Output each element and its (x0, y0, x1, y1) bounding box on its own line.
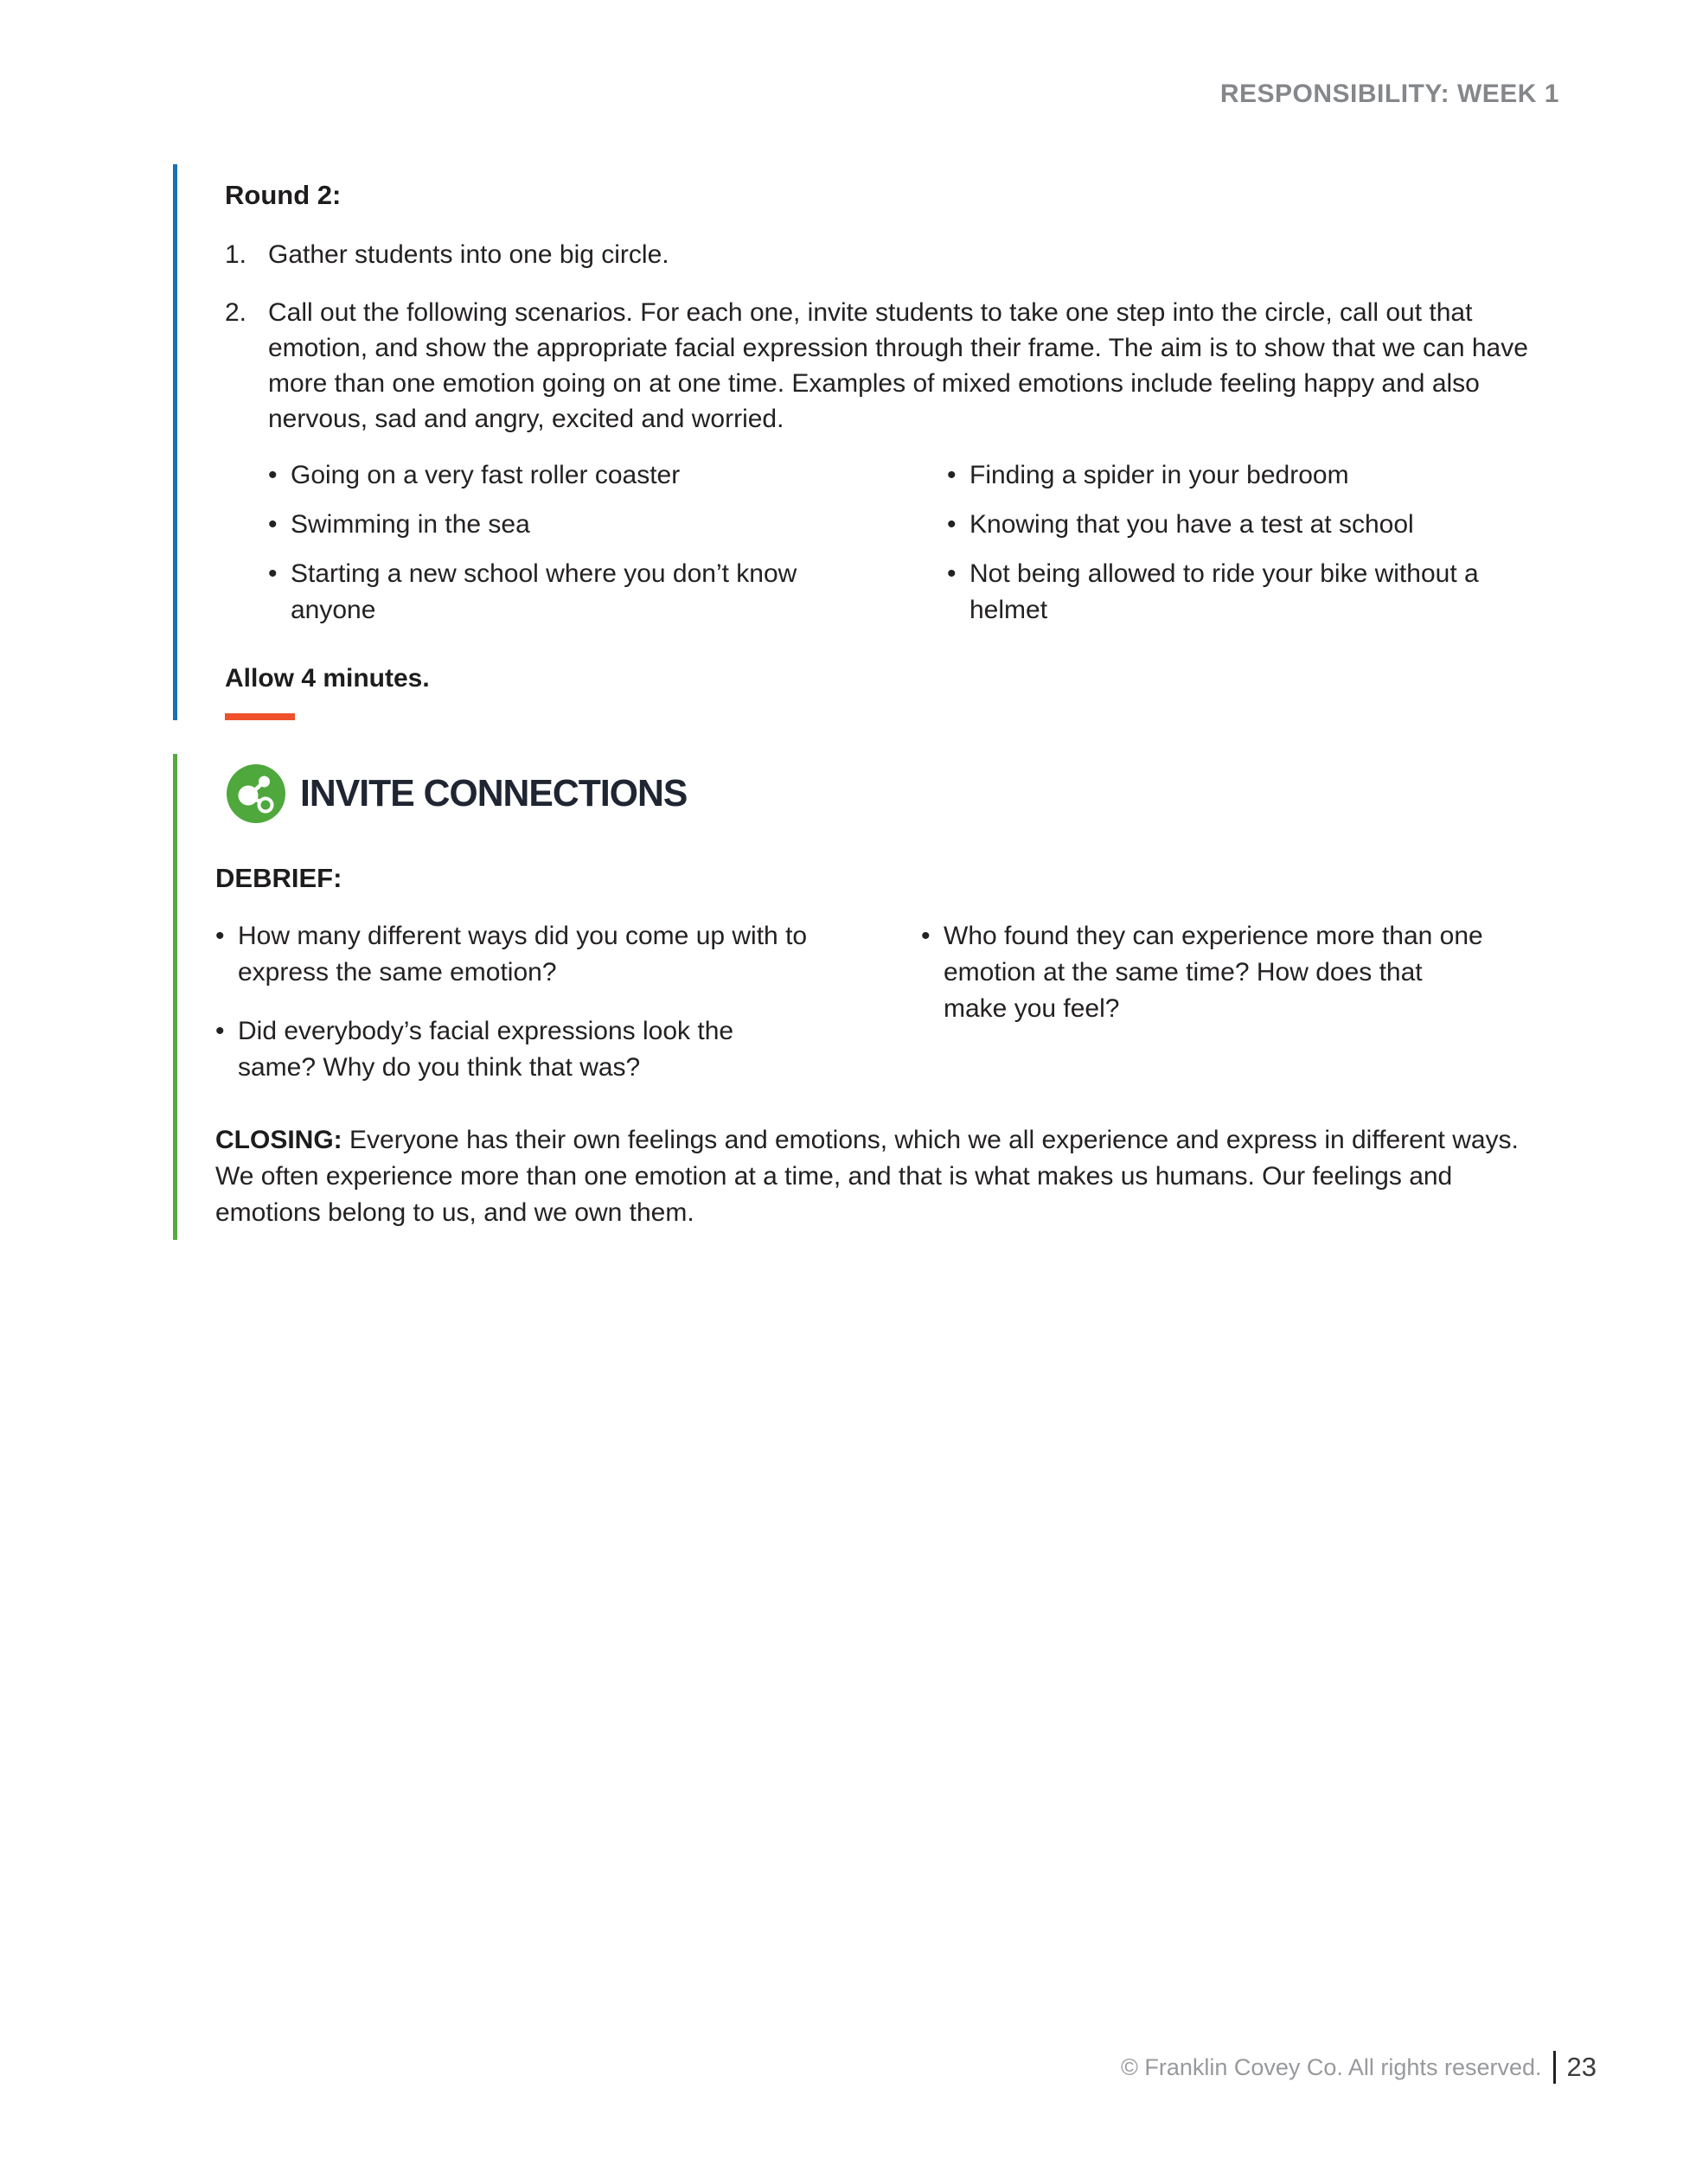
list-item (215, 918, 921, 991)
list-item (947, 507, 1578, 543)
scenario-column-left (268, 457, 947, 629)
bullet-marker: • (268, 461, 278, 489)
debrief-list (215, 918, 1578, 1108)
list-item (947, 556, 1578, 629)
connections-section (173, 754, 1578, 1240)
footer-divider (1553, 2051, 1556, 2084)
bullet-marker: • (921, 922, 931, 950)
scenario-column-right (947, 457, 1578, 629)
page-footer (1121, 2051, 1597, 2084)
page-number: 23 (1566, 2052, 1597, 2082)
page-header: RESPONSIBILITY: WEEK 1 (1219, 80, 1559, 108)
list-item (268, 507, 947, 543)
bullet-marker: • (947, 510, 957, 539)
debrief-column-left (215, 918, 921, 1108)
bullet-marker: • (215, 922, 225, 950)
bullet-marker: • (947, 461, 957, 489)
activity-section (173, 164, 1578, 720)
list-item (268, 457, 947, 494)
connections-header (227, 764, 1578, 823)
scenario-text: Knowing that you have a test at school (969, 510, 1414, 539)
step-number: 1. (225, 240, 247, 269)
round-title: Round 2: (225, 180, 342, 210)
bullet-marker: • (215, 1017, 225, 1045)
debrief-column-right (921, 918, 1578, 1108)
scenario-text: Finding a spider in your bedroom (969, 461, 1349, 489)
closing-label: CLOSING: (215, 1126, 342, 1154)
debrief-question: How many different ways did you come up with to express the same emotion? (238, 922, 808, 987)
bullet-marker: • (268, 510, 278, 539)
step-text: Call out the following scenarios. For each one, invite students to take one step into the circle, call out that emotion, and show the appropriate facial expression through their frame. The aim is to show that we can have more than one emotion going on at one time. Examples of mixed emotions include feeling happy and also nervous, sad and angry, excited and worried. (268, 298, 1528, 433)
bullet-marker: • (947, 559, 957, 588)
list-item (268, 556, 947, 629)
scenario-text: Swimming in the sea (291, 510, 530, 539)
share-network-icon (227, 764, 285, 823)
section-title: INVITE CONNECTIONS (300, 772, 688, 814)
debrief-question: Who found they can experience more than one emotion at the same time? How does that make you feel? (944, 922, 1483, 1023)
scenario-list (268, 457, 1578, 629)
copyright-text: © Franklin Covey Co. All rights reserved. (1120, 2053, 1542, 2080)
step-item-2 (225, 295, 1578, 437)
scenario-text: Not being allowed to ride your bike without a helmet (969, 559, 1479, 624)
step-text: Gather students into one big circle. (268, 240, 669, 269)
step-item-1 (225, 237, 1578, 272)
closing-paragraph (215, 1122, 1539, 1231)
list-item (215, 1013, 921, 1086)
debrief-label: DEBRIEF: (215, 863, 342, 893)
scenario-text: Starting a new school where you don’t know anyone (291, 559, 797, 624)
bullet-marker: • (268, 559, 278, 588)
orange-rule (225, 713, 295, 720)
allow-time-note: Allow 4 minutes. (225, 664, 430, 693)
closing-text: Everyone has their own feelings and emotions, which we all experience and express in different ways. We often experience more than one emotion at a time, and that is what makes us humans. Our feelings and emotions belong to us, and we own them. (215, 1126, 1519, 1227)
list-item (921, 918, 1578, 1027)
debrief-question: Did everybody’s facial expressions look the same? Why do you think that was? (238, 1017, 734, 1082)
step-number: 2. (225, 298, 247, 327)
list-item (947, 457, 1578, 494)
scenario-text: Going on a very fast roller coaster (291, 461, 681, 489)
